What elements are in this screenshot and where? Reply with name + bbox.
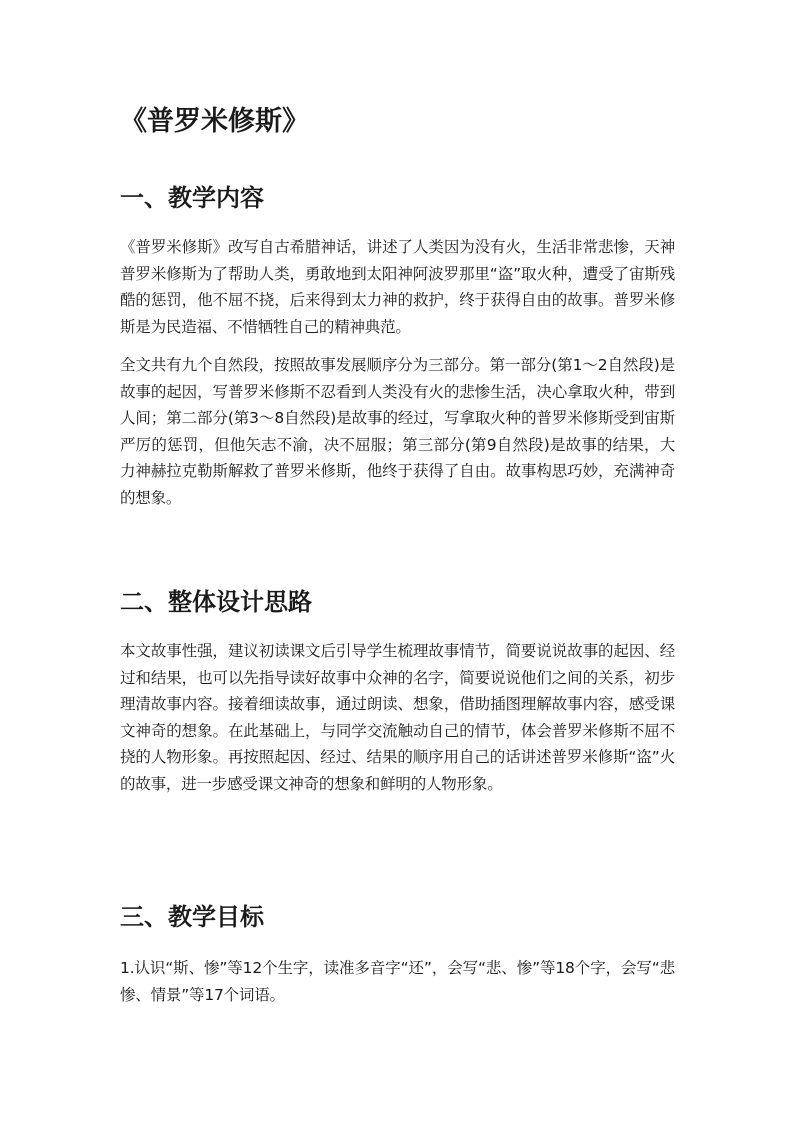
paragraph-teaching-goal-1: 1.认识“斯、惨”等12个生字，读准多音字“还”，会写“悲、惨”等18个字，会写“悲惨、情景”等17个词语。 [120,959,675,1004]
paragraph-design-idea-1: 本文故事性强，建议初读课文后引导学生梳理故事情节，简要说说故事的起因、经过和结果，也可以先指导读好故事中众神的名字，简要说说他们之间的关系，初步理清故事内容。接着细读故事，通过朗读、想象，借助插图理解故事内容，感受课文神奇的想象。在此基础上，与同学交流触动自己的情节，体会普罗米修斯不屈不挠的人物形象。再按照起因、经过、结果的顺序用自己的话讲述普罗米修斯“盗”火的故事，进一步感受课文神奇的想象和鲜明的人物形象。 [120,642,675,793]
section-heading-design-idea: 二、整体设计思路 [120,588,312,616]
document-title: 《普罗米修斯》 [120,106,309,137]
paragraph-teaching-content-1: 《普罗米修斯》改写自古希腊神话，讲述了人类因为没有火，生活非常悲惨，天神普罗米修斯为了帮助人类，勇敢地到太阳神阿波罗那里“盗”取火种，遭受了宙斯残酷的惩罚，他不屈不挠，后来得到太力神的救护，终于获得自由的故事。普罗米修斯是为民造福、不惜牺牲自己的精神典范。 [120,238,675,336]
section-heading-teaching-goals: 三、教学目标 [120,903,264,931]
paragraph-teaching-content-2: 全文共有九个自然段，按照故事发展顺序分为三部分。第一部分(第1～2自然段)是故事的起因，写普罗米修斯不忍看到人类没有火的悲惨生活，决心拿取火种，带到人间；第二部分(第3～8自然段)是故事的经过，写拿取火种的普罗米修斯受到宙斯严厉的惩罚，但他矢志不渝，决不屈服；第三部分(第9自然段)是故事的结果，大力神赫拉克勒斯解救了普罗米修斯，他终于获得了自由。故事构思巧妙，充满神奇的想象。 [120,356,675,507]
section-heading-teaching-content: 一、教学内容 [120,184,264,212]
